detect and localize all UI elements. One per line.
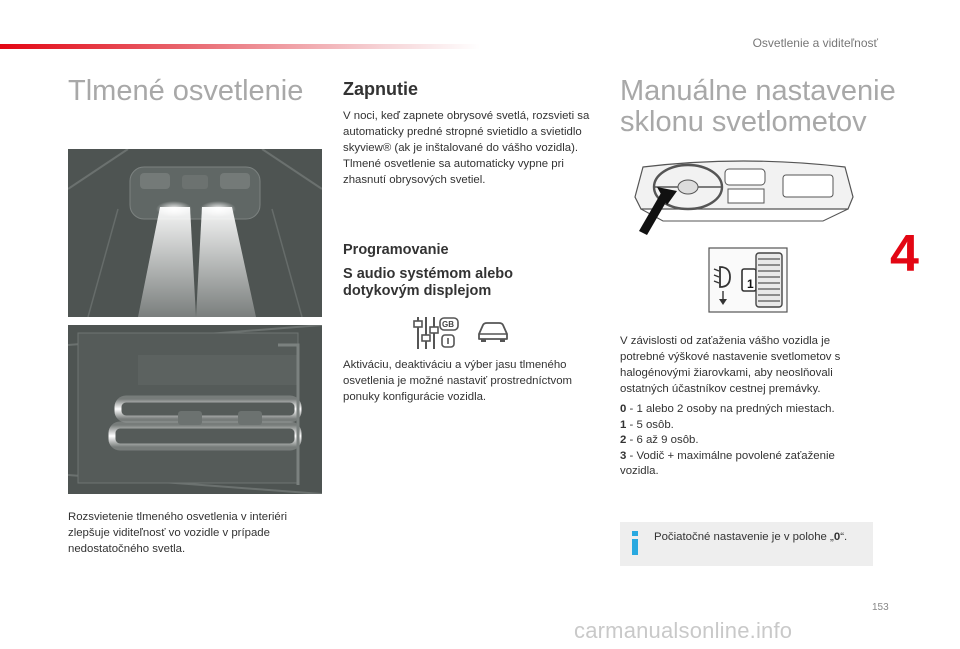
skyview-light-illustration [68,325,322,494]
info-box [620,522,873,566]
programming-subtitle: S audio systémom alebo dotykovým displejom [343,266,514,299]
right-title [620,76,896,138]
settings-sliders-icon [412,313,460,353]
right-title-line-1: Manuálne nastavenie [620,75,896,107]
wheel-position-label: 1 [747,277,754,291]
gb-badge: GB [442,320,454,329]
dashboard-illustration [633,157,855,239]
header-accent-bar [0,44,480,49]
position-item: 0 - 1 alebo 2 osoby na predných miestach. [620,403,835,415]
section-title: Osvetlenie a viditeľnosť [752,36,878,50]
left-title: Tlmené osvetlenie [68,75,304,107]
right-intro: V závislosti od zaťaženia vášho vozidla je potrebné výškové nastavenie svetlometov s halogénovými žiarovkami, aby neoslňovali ostatných účastníkov cestnej premávky. [620,335,841,395]
info-icon [629,531,641,555]
middle-para-1: V noci, keď zapnete obrysové svetlá, rozsvieti sa automaticky predné stropné svietidlo a svietidlo skyview® (ak je inštalované do vášho vozidla). [343,110,590,154]
position-item: 2 - 6 až 9 osôb. [620,434,699,446]
watermark: carmanualsonline.info [574,618,793,643]
info-text: Počiatočné nastavenie je v polohe „0“. [654,531,848,543]
position-item: 1 - 5 osôb. [620,418,674,431]
programming-title: Programovanie [343,242,449,258]
left-caption: Rozsvietenie tlmeného osvetlenia v interiéri zlepšuje viditeľnosť vo vozidle v prípade nedostatočného svetla. [68,511,288,555]
right-title-line-2: sklonu svetlometov [620,106,867,138]
car-icon [476,318,510,344]
page-number: 153 [872,602,889,613]
chapter-number: 4 [890,225,919,283]
middle-para-2: Tlmené osvetlenie sa automaticky vypne pri zhasnutí obrysových svetiel. [343,158,564,186]
ceiling-light-photo [68,149,322,317]
ceiling-light-illustration [68,149,322,317]
middle-body [343,108,598,188]
middle-title: Zapnutie [343,79,418,99]
position-item: 3 - Vodič + maximálne povolené zaťaženie vozidla. [620,449,835,477]
skyview-light-photo [68,325,322,494]
load-positions-list [620,402,870,480]
programming-body: Aktiváciu, deaktiváciu a výber jasu tlmeného osvetlenia je možné nastaviť prostredníctvom ponuky konfigurácie vozidla. [343,359,573,403]
